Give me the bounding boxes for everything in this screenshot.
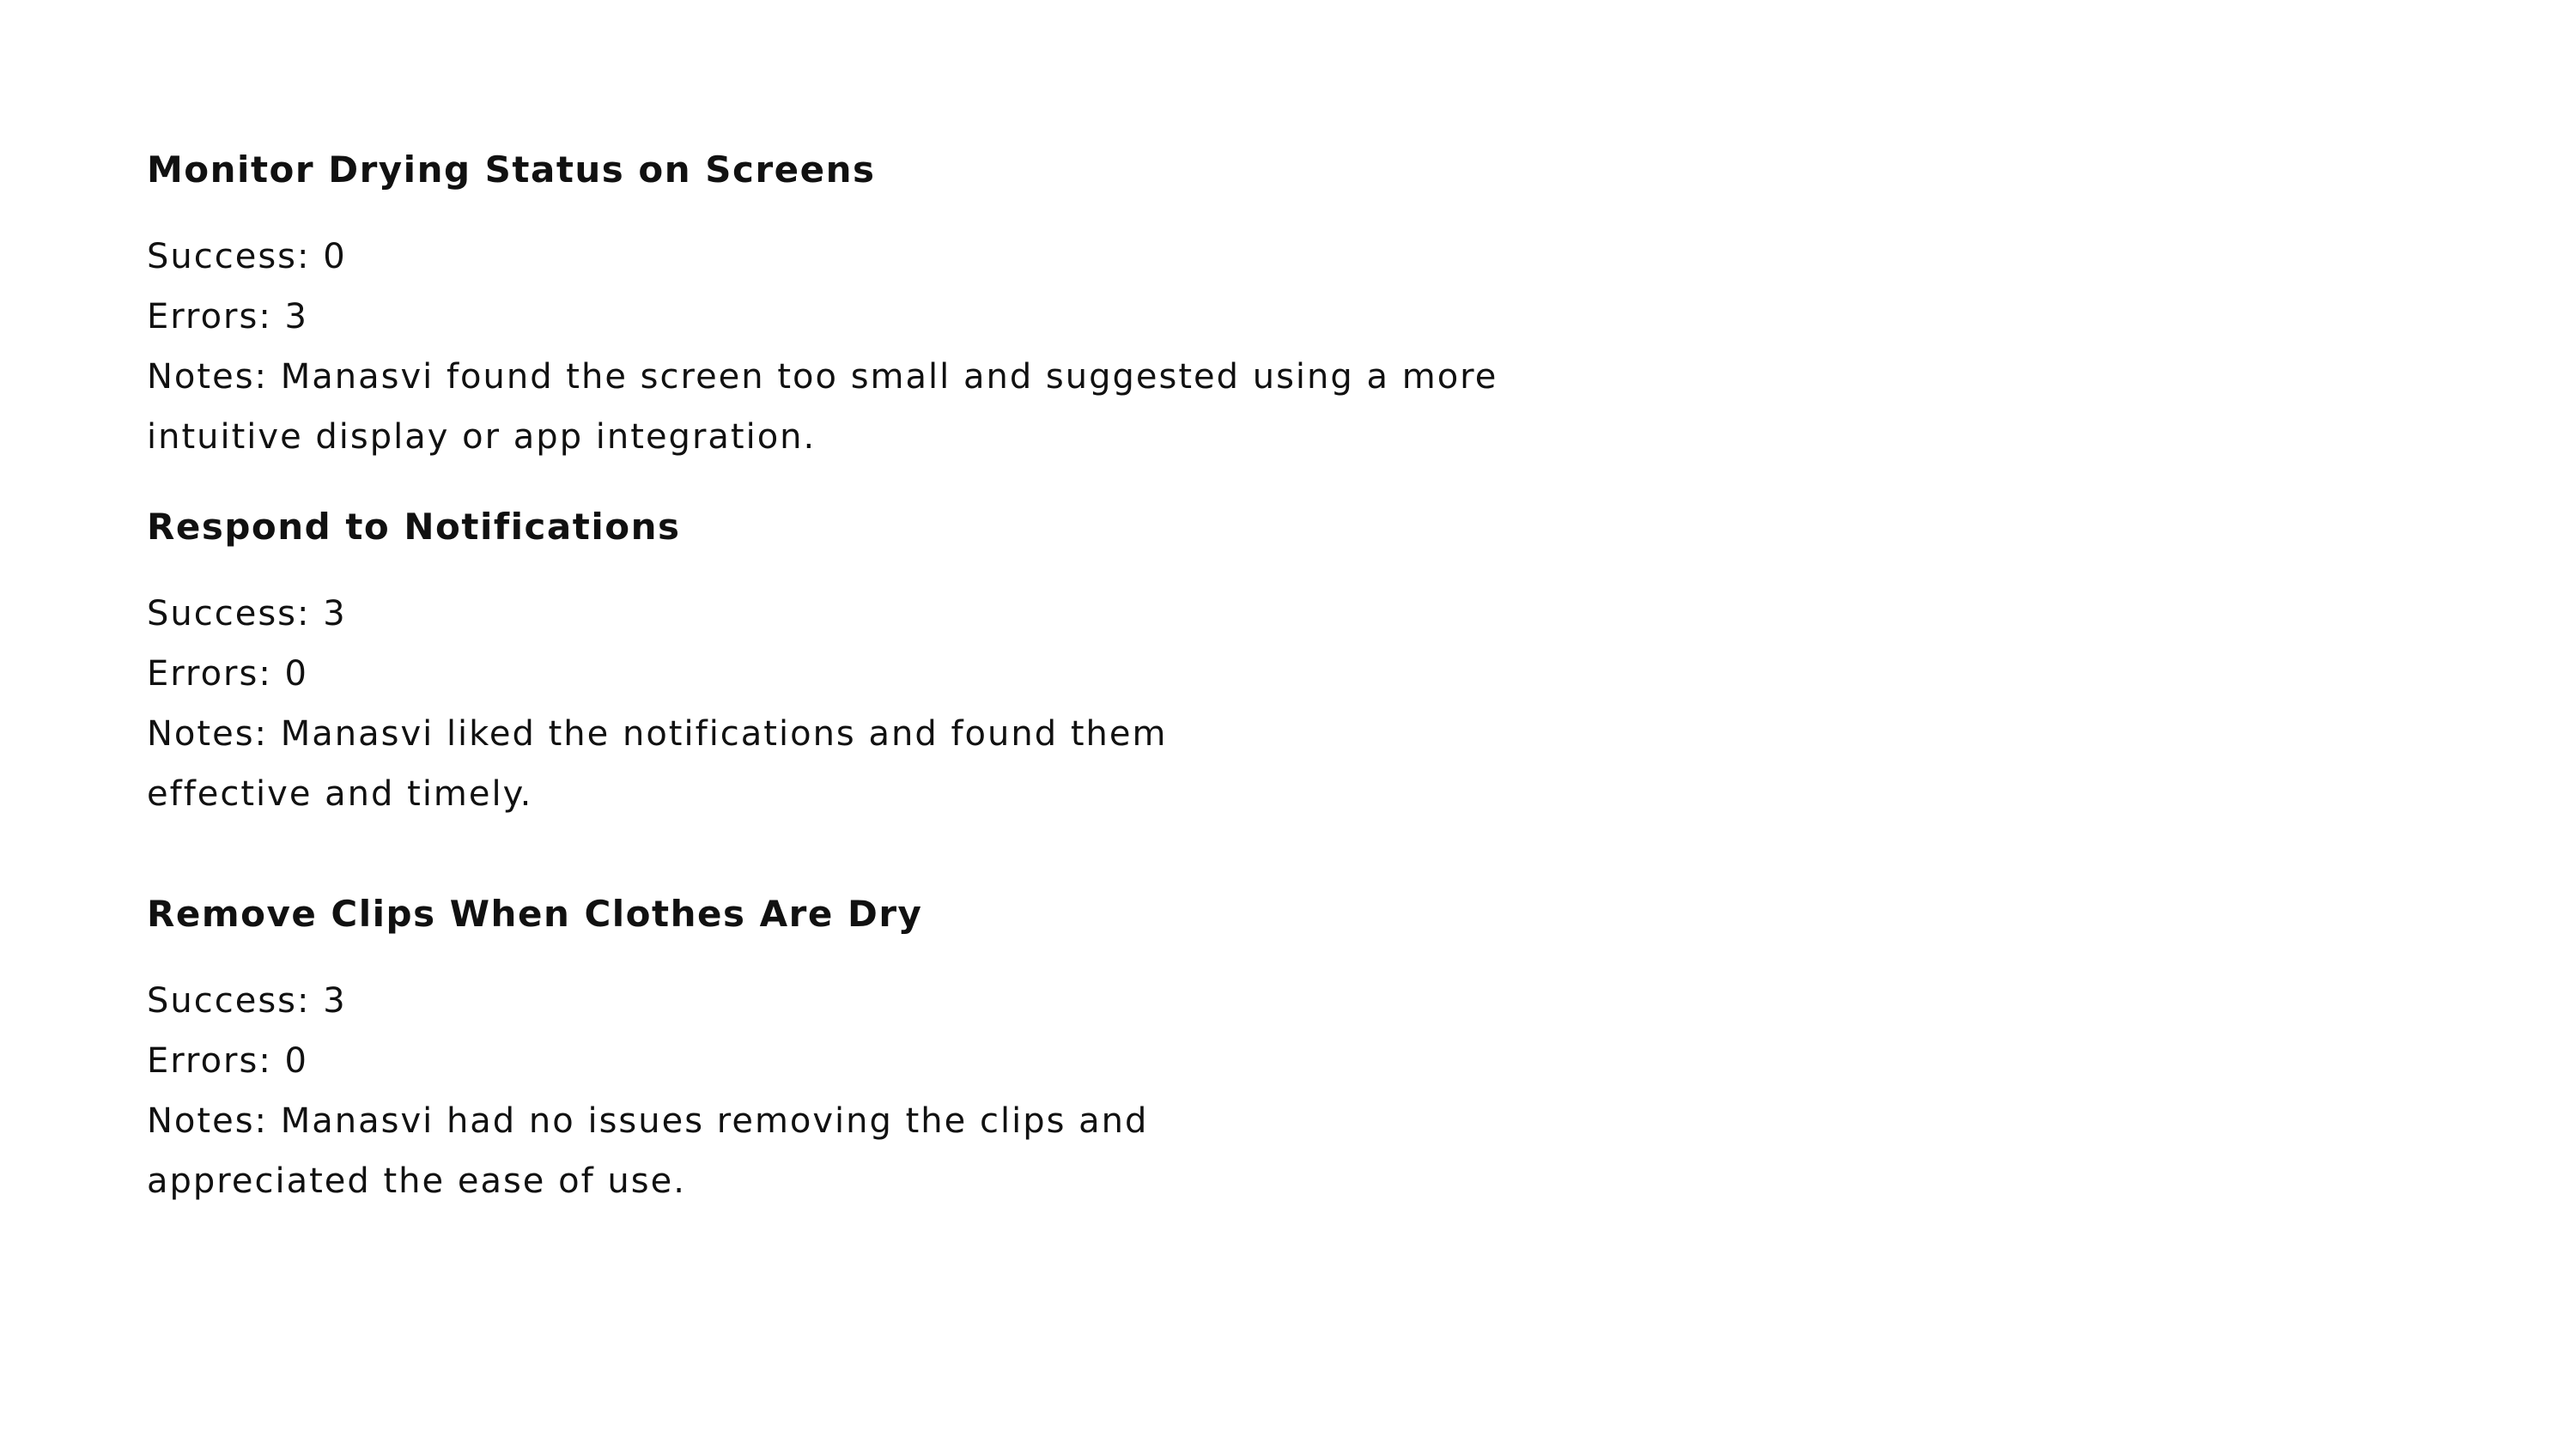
report-content	[147, 140, 2490, 1241]
section-title: Monitor Drying Status on Screens	[147, 149, 876, 191]
errors-line: Errors: 0	[147, 1041, 308, 1081]
notes-line-continued: effective and timely.	[147, 774, 533, 814]
success-line: Success: 0	[147, 237, 347, 276]
task-section-remove-clips	[147, 884, 2490, 1211]
success-line: Success: 3	[147, 594, 347, 634]
errors-line: Errors: 3	[147, 297, 308, 336]
section-body	[147, 971, 2490, 1211]
section-title: Remove Clips When Clothes Are Dry	[147, 893, 923, 935]
task-section-monitor-drying-status	[147, 140, 2490, 467]
notes-line-continued: appreciated the ease of use.	[147, 1161, 686, 1201]
notes-line: Notes: Manasvi liked the notifications and found them	[147, 714, 1168, 754]
notes-line: Notes: Manasvi found the screen too small and suggested using a more	[147, 357, 1498, 397]
success-line: Success: 3	[147, 981, 347, 1021]
task-section-respond-to-notifications	[147, 497, 2490, 824]
notes-line-continued: intuitive display or app integration.	[147, 417, 817, 457]
section-body	[147, 227, 2490, 467]
section-body	[147, 584, 2490, 824]
section-title: Respond to Notifications	[147, 506, 681, 548]
errors-line: Errors: 0	[147, 654, 308, 694]
notes-line: Notes: Manasvi had no issues removing the clips and	[147, 1101, 1149, 1141]
